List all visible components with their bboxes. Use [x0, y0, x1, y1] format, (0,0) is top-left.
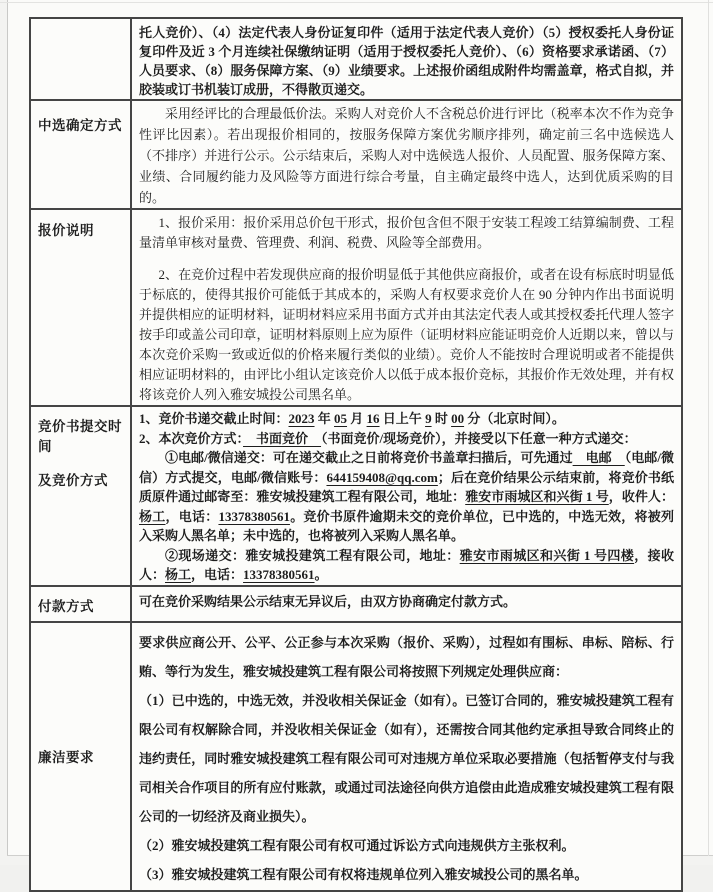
underlined-text: 2023 [288, 411, 315, 426]
paragraph: （3）雅安城投建筑工程有限公司有权将违规单位列入雅安城投公司的黑名单。 [139, 866, 588, 882]
row-selection-method [31, 101, 681, 210]
row-integrity-requirements [31, 623, 681, 890]
paragraph-bid-method [139, 429, 674, 449]
text-segment: （书面竞价/现场竞价），并接受以下任意一种方式递交： [321, 430, 637, 446]
text-segment: ，电话： [165, 508, 219, 524]
paragraph: 可在竞价采购结果公示结束无异议后，由双方协商确定付款方式。 [139, 593, 517, 609]
text-segment: ②现场递交：雅安城投建筑工程有限公司，地址： [165, 547, 460, 563]
content-cell [132, 623, 681, 890]
text-segment: 日上午 [379, 411, 426, 426]
paragraph: 1、报价采用：报价采用总价包干形式，报价包含但不限于安装工程竣工结算编制费、工程量清单审核对量费、管理费、利润、税费、风险等全部费用。 [139, 215, 674, 250]
underlined-text: 05 [334, 411, 348, 426]
row-label: 报价说明 [31, 210, 132, 405]
content-cell [132, 210, 681, 405]
underlined-text: 杨工 [139, 508, 166, 524]
underlined-text: 杨工 [165, 567, 192, 582]
content-cell [132, 407, 681, 585]
row-label: 廉洁要求 [31, 623, 132, 890]
text-segment: 时 [431, 411, 452, 426]
content-cell [132, 19, 681, 99]
text-segment: 月 [347, 411, 367, 426]
page-edge-right [708, 0, 709, 856]
paragraph-onsite-delivery [139, 546, 674, 585]
text-segment: 。竞价书原件逾期未交的竞价单位，已中选的，中选无效，将被列入采购人黑名单；未中选的，也将被列入采购人黑名单。 [139, 508, 674, 543]
paragraph: （2）雅安城投建筑工程有限公司有权可通过诉讼方式向违规供方主张权利。 [139, 837, 575, 853]
text-segment: ；后在竞价结果公示结束前，将竞价书纸质原件通过邮寄至：雅安城投建筑工程有限公司，地址： [139, 469, 674, 504]
text-segment: ，电话： [191, 567, 244, 582]
underlined-text: 9 [425, 411, 432, 426]
text-segment: ①电邮/微信递交：可在递交截止之日前将竞价书盖章扫描后，可先通过 [165, 450, 573, 465]
text-segment: ，收件人： [608, 489, 674, 504]
content-cell [132, 587, 681, 621]
content-cell [132, 101, 681, 208]
underlined-text: 书面竞价 [243, 430, 322, 446]
row-label: 中选确定方式 [31, 101, 132, 208]
paragraph: 托人竞价）、（4）法定代表人身份证复印件（适用于法定代表人竞价）（5）授权委托人身份证复印件及近 3 个月连续社保缴纳证明（适用于授权委托人竞价）、（6）资格要求承诺函、（7）人员要求、（8）服务保障方案、（9）业绩要求。上述报价函组成附件均需盖章，格式自拟，并胶装或订书机装订成册，不得散页递交。 [139, 25, 674, 97]
underlined-text: 雅安市雨城区和兴街 1 号 [465, 489, 609, 504]
row-payment-method [31, 587, 681, 623]
procurement-conditions-table [29, 17, 683, 892]
row-label-line2: 及竞价方式 [38, 473, 108, 488]
page-margin-left [0, 0, 7, 865]
row-quotation-notes [31, 210, 681, 407]
paragraph: 采用经评比的合理最低价法。采购人对竞价人不含税总价进行评比（税率本次不作为竞争性评比因素）。若出现报价相同的，按服务保障方案优劣顺序排列，确定前三名中选候选人（不排序）并进行公示。公示结束后，采购人对中选候选人报价、人员配置、服务保障方案、业绩、合同履约能力及风险等方面进行综合考量，自主确定最终中选人，达到优质采购的目的。 [139, 106, 674, 205]
text-segment: （电邮/微信）方式提交，电邮/微信账号： [139, 450, 674, 485]
row-label [31, 407, 132, 585]
underlined-text: 雅安市雨城区和兴街 1 号四楼 [459, 547, 635, 563]
paragraph: 2、在竞价过程中若发现供应商的报价明显低于其他供应商报价，或者在设有标底时明显低于标底的，使得其报价可能低于其成本的，采购人有权要求竞价人在 90 分钟内作出书面说明并提供相应的证明材料，证明材料应采用书面方式并由其法定代表人或其授权委托代理人签字按手印或盖公司印章，证明材料原则上应为原件（证明材料应能证明竞价人近期以来，曾以与本次竞价采购一致或近似的价格来履行类似的业绩）。竞价人不能按时合理说明或者不能提供相应证明材料的，由评比小组认定该竞价人以低于成本报价竞标，其报价作无效处理，并有权将该竞价人列入雅安城投公司黑名单。 [139, 267, 674, 402]
underlined-text: 13378380561 [218, 508, 290, 524]
text-segment: 。 [314, 567, 328, 582]
paragraph: （1）已中选的，中选无效，并没收相关保证金（如有）。已签订合同的，雅安城投建筑工程有限公司有权解除合同，并没收相关保证金（如有），还需按合同其他约定承担导致合同终止的违约责任，同时雅安城投建筑工程有限公司可对违规方单位采取必要措施（包括暂停支付与我司相关合作项目的所有应付账款，或通过司法途径向供方追偿由此造成雅安城投建筑工程有限公司的一切经济及商业损失）。 [139, 692, 674, 824]
paragraph-deadline [139, 409, 674, 429]
underlined-text: 电邮 [572, 450, 625, 465]
text-segment: 分（北京时间）。 [464, 411, 565, 426]
underlined-text: 00 [451, 411, 465, 426]
underlined-text: 16 [366, 411, 380, 426]
row-submission-time-and-method [31, 407, 681, 587]
page-edge-left [7, 0, 8, 856]
row-label-line1: 竞价书提交时间 [38, 419, 122, 454]
paragraph-email-delivery [139, 448, 674, 546]
row-attachment-requirements-continuation [31, 19, 681, 101]
text-segment: 2、本次竞价方式： [139, 430, 244, 446]
label-cell-empty [31, 19, 132, 99]
text-segment: 1、竞价书递交截止时间： [139, 411, 289, 426]
page-edge-top [0, 2, 713, 3]
text-segment: 年 [314, 411, 335, 426]
paragraph: 要求供应商公开、公平、公正参与本次采购（报价、采购），过程如有围标、串标、陪标、行贿、等行为发生，雅安城投建筑工程有限公司将按照下列规定处理供应商： [139, 634, 674, 679]
text-segment: ，接收人： [139, 547, 674, 582]
underlined-text: 13378380561 [243, 567, 315, 582]
row-label: 付款方式 [31, 587, 132, 621]
underlined-text: 644159408@qq.com [326, 469, 438, 485]
